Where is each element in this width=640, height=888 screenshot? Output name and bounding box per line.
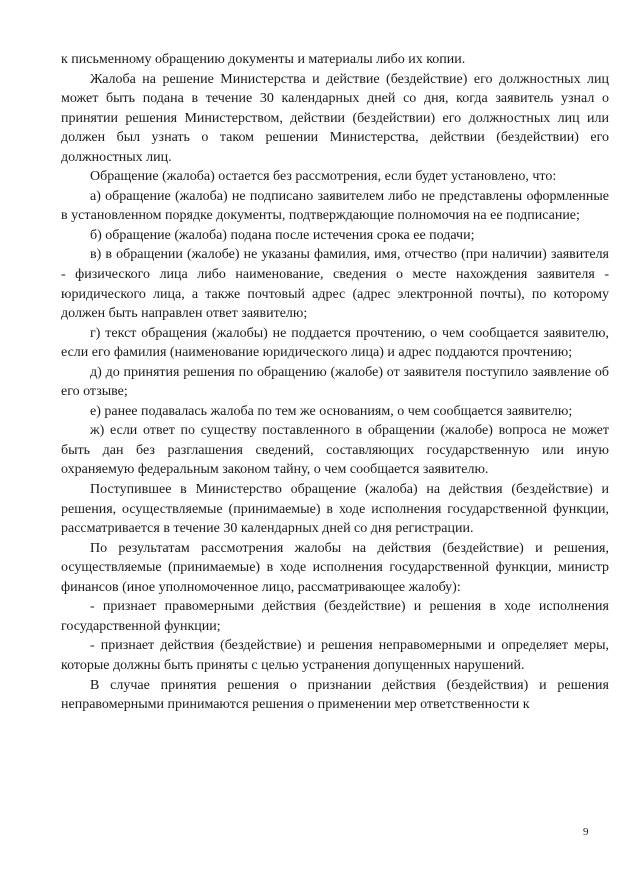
- list-item-zh: ж) если ответ по существу поставленного в обращении (жалобе) вопроса не может быть дан без разглашения сведений, составляющих государственную или иную охраняемую федеральным законом тайну, о чем сообщается заявителю.: [61, 423, 609, 478]
- document-body: [61, 50, 609, 715]
- dash-item-unlawful: - признает действия (бездействие) и решения неправомерными и определяет меры, которые должны быть приняты с целью устранения допущенных нарушений.: [61, 638, 609, 673]
- dash-item-lawful: - признает правомерными действия (бездействие) и решения в ходе исполнения государственной функции;: [61, 599, 609, 634]
- paragraph-review-results: По результатам рассмотрения жалобы на действия (бездействие) и решения, осуществляемые (принимаемые) в ходе исполнения государственной функции, министр финансов (иное уполномоченное лицо, рассматривающее жалобу):: [61, 540, 609, 595]
- list-item-e: е) ранее подавалась жалоба по тем же основаниям, о чем сообщается заявителю;: [90, 403, 573, 419]
- paragraph-liability: В случае принятия решения о признании действия (бездействия) и решения неправомерными принимаются решения о применении мер ответственности к: [61, 677, 609, 713]
- paragraph-complaint-deadline: Жалоба на решение Министерства и действие (бездействие) его должностных лиц может быть подана в течение 30 календарных дней со дня, когда заявитель узнал о принятии решения Министерством, действии (бездействии) его должностных лиц или должен был узнать о таком решении Министерства, действии (бездействии) его должностных лиц.: [61, 71, 609, 165]
- list-item-v: в) в обращении (жалобе) не указаны фамилия, имя, отчество (при наличии) заявителя - физического лица либо наименование, сведения о месте нахождения заявителя - юридического лица, а также почтовый адрес (адрес электронной почты), по которому должен быть направлен ответ заявителю;: [61, 247, 609, 322]
- list-item-a: а) обращение (жалоба) не подписано заявителем либо не представлены оформленные в установленном порядке документы, подтверждающие полномочия на ее подписание;: [61, 188, 609, 224]
- paragraph-continuation: к письменному обращению документы и материалы либо их копии.: [61, 52, 466, 67]
- list-item-g: г) текст обращения (жалобы) не поддается прочтению, о чем сообщается заявителю, если его фамилия (наименование юридического лица) и адрес поддаются прочтению;: [61, 325, 609, 361]
- page-number: 9: [583, 826, 589, 838]
- paragraph-review-period: Поступившее в Министерство обращение (жалоба) на действия (бездействие) и решения, осуществляемые (принимаемые) в ходе исполнения государственной функции, рассматривается в течение 30 календарных дней со дня регистрации.: [61, 482, 609, 537]
- paragraph-left-unconsidered: Обращение (жалоба) остается без рассмотрения, если будет установлено, что:: [90, 169, 557, 185]
- list-item-d: д) до принятия решения по обращению (жалобе) от заявителя поступило заявление об его отзыве;: [61, 364, 609, 400]
- list-item-b: б) обращение (жалоба) подана после истечения срока ее подачи;: [90, 227, 475, 243]
